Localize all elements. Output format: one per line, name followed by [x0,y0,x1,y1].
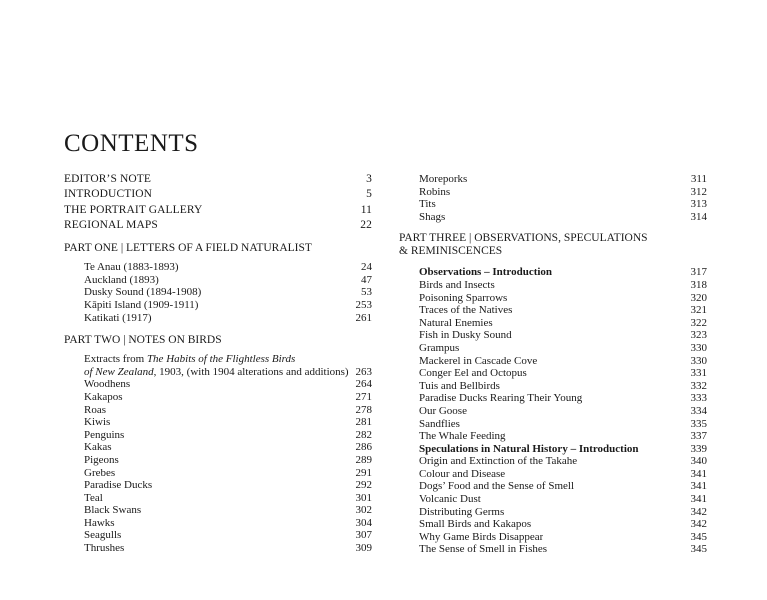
toc-entry-label: Shags [419,210,446,223]
toc-entry-page: 340 [690,455,707,468]
toc-right-column [399,173,707,556]
part-two-list [64,378,372,554]
toc-entry-label: Birds and Insects [419,278,495,291]
toc-entry[interactable] [399,506,707,519]
toc-entry-page: 307 [355,529,372,542]
toc-entry[interactable] [399,493,707,506]
toc-entry-label: Robins [419,185,451,198]
toc-entry-label: Tuis and Bellbirds [419,379,500,392]
toc-entry[interactable] [399,392,707,405]
toc-entry-label: Distributing Germs [419,505,505,518]
toc-entry[interactable] [399,430,707,443]
toc-entry[interactable] [64,492,372,505]
toc-entry-label: Our Goose [419,404,467,417]
toc-entry-label: Moreporks [419,173,468,185]
toc-entry-label: Origin and Extinction of the Takahe [419,455,578,468]
toc-entry[interactable] [399,317,707,330]
toc-entry-page: 335 [690,417,707,430]
toc-entry-label: Kakas [84,441,112,454]
toc-entry[interactable] [399,367,707,380]
toc-entry[interactable] [64,441,372,454]
toc-entry[interactable] [64,517,372,530]
toc-entry-page: 286 [355,441,372,454]
toc-entry-label: Conger Eel and Octopus [419,367,527,380]
toc-entry[interactable] [399,405,707,418]
part-one-heading[interactable]: PART ONE | LETTERS OF A FIELD NATURALIST [64,242,312,255]
toc-entry-page: 342 [690,518,707,531]
toc-entry[interactable] [64,542,372,555]
extract-title-part1: The Habits of the Flightless Birds [146,353,296,366]
toc-entry[interactable] [399,480,707,493]
toc-entry[interactable] [64,286,372,299]
toc-entry-label: Kakapos [84,390,123,403]
toc-entry-page: 309 [355,542,372,555]
toc-entry-label: Mackerel in Cascade Cove [419,354,538,367]
toc-entry[interactable] [64,312,372,325]
toc-entry[interactable] [64,299,372,312]
toc-entry-label: Thrushes [84,542,125,555]
toc-entry[interactable] [399,380,707,393]
toc-entry[interactable] [399,279,707,292]
toc-entry-label: Fish in Dusky Sound [419,329,512,342]
extract-title-part2: of New Zealand [84,365,154,378]
toc-entry-page: 5 [366,188,372,201]
toc-entry-portrait-gallery[interactable] [64,203,372,218]
toc-entry-page: 341 [690,480,707,493]
toc-entry[interactable] [399,342,707,355]
toc-entry-label: Penguins [84,428,125,441]
toc-entry-label: Why Game Birds Disappear [419,530,544,543]
toc-entry-label: INTRODUCTION [64,188,153,201]
toc-entry[interactable] [399,186,707,199]
part-one-list [64,261,372,324]
toc-entry-page: 53 [361,286,372,299]
toc-entry[interactable] [399,329,707,342]
toc-entry-label: Black Swans [84,504,142,517]
toc-entry-label: Dusky Sound (1894-1908) [84,286,202,299]
toc-entry-label: The Sense of Smell in Fishes [419,543,548,556]
toc-entry-label: Sandflies [419,417,460,430]
toc-entry-page: 330 [690,341,707,354]
page-title: CONTENTS [64,130,199,157]
toc-entry-label: Tits [419,198,436,211]
toc-entry-page: 289 [355,453,372,466]
part-three-heading[interactable] [399,232,707,258]
toc-entry[interactable] [399,304,707,317]
toc-entry-page: 11 [360,203,372,216]
toc-entry-page: 253 [355,298,372,311]
toc-entry-page: 302 [355,504,372,517]
toc-entry-page: 317 [690,266,707,279]
toc-entry-page: 330 [690,354,707,367]
toc-entry-label: Grampus [419,341,460,354]
toc-entry-label: Woodhens [84,378,131,391]
toc-entry-regional-maps[interactable] [64,218,372,233]
toc-entry-label: Paradise Ducks Rearing Their Young [419,392,583,405]
toc-entry[interactable] [64,467,372,480]
toc-entry-page: 3 [366,173,372,185]
toc-entry-page: 342 [690,505,707,518]
toc-entry-label: REGIONAL MAPS [64,218,158,231]
toc-entry-page: 304 [355,516,372,529]
toc-entry-extract-line2[interactable] [64,366,372,379]
toc-entry-page: 47 [361,273,372,286]
toc-entry-label: Small Birds and Kakapos [419,518,532,531]
extract-suffix: , 1903, (with 1904 alterations and additions) [153,365,349,378]
toc-entry-page: 318 [690,278,707,291]
toc-entry[interactable] [399,518,707,531]
toc-entry-page: 320 [690,291,707,304]
extract-prefix: Extracts from [84,353,147,366]
toc-entry-label: The Whale Feeding [419,430,506,443]
toc-entry-page: 271 [355,390,372,403]
toc-entry-page: 24 [361,261,372,274]
toc-entry-label: Speculations in Natural History – Introduction [419,442,639,455]
toc-entry-label: Roas [84,403,106,416]
part-three-heading-line2: & REMINISCENCES [399,245,503,258]
toc-entry-label: Auckland (1893) [84,273,159,286]
toc-entry[interactable] [64,504,372,517]
toc-entry-page: 281 [355,416,372,429]
toc-entry-label: Te Anau (1883-1893) [84,261,179,274]
toc-entry-page: 339 [690,442,707,455]
toc-entry-label: Katikati (1917) [84,311,152,324]
toc-entry[interactable] [399,468,707,481]
toc-entry-label: Hawks [84,516,115,529]
toc-entry-page: 314 [690,210,707,223]
speculations-heading[interactable] [399,443,707,456]
toc-entry-page: 337 [690,430,707,443]
toc-entry[interactable] [64,261,372,274]
toc-entry[interactable] [64,274,372,287]
toc-entry-page: 323 [690,329,707,342]
toc-entry[interactable] [399,455,707,468]
toc-entry-page: 282 [355,428,372,441]
toc-entry[interactable] [64,378,372,391]
toc-entry-label: Teal [84,491,103,504]
toc-entry-label: Dogs’ Food and the Sense of Smell [419,480,575,493]
toc-entry-label: Seagulls [84,529,122,542]
toc-entry-page: 321 [690,304,707,317]
toc-entry[interactable] [399,292,707,305]
toc-entry[interactable] [399,211,707,224]
toc-entry-label: Colour and Disease [419,467,506,480]
speculations-list [399,455,707,556]
toc-entry-label: EDITOR’S NOTE [64,173,152,185]
toc-entry-page: 264 [355,378,372,391]
toc-entry-label: Paradise Ducks [84,479,153,492]
toc-entry-label: Traces of the Natives [419,304,513,317]
toc-entry[interactable] [64,454,372,467]
toc-entry-label: Natural Enemies [419,316,493,329]
toc-entry[interactable] [399,531,707,544]
toc-entry-page: 334 [690,404,707,417]
part-two-continued-list [399,173,707,223]
toc-entry-page: 332 [690,379,707,392]
part-two-heading[interactable]: PART TWO | NOTES ON BIRDS [64,334,222,347]
toc-entry-page: 345 [690,530,707,543]
toc-entry-page: 312 [690,185,707,198]
toc-entry[interactable] [64,529,372,542]
toc-entry[interactable] [399,543,707,556]
toc-entry-page: 313 [690,198,707,211]
toc-entry[interactable] [64,391,372,404]
toc-entry[interactable] [399,198,707,211]
toc-entry-page: 322 [690,316,707,329]
toc-entry[interactable] [64,404,372,417]
toc-entry-page: 331 [690,367,707,380]
toc-entry-page: 333 [690,392,707,405]
toc-entry-page: 261 [355,311,372,324]
toc-entry[interactable] [399,418,707,431]
toc-left-column [64,172,372,555]
toc-entry-label: Kiwis [84,416,111,429]
toc-entry-introduction[interactable] [64,187,372,202]
toc-entry[interactable] [399,355,707,368]
toc-entry-label: THE PORTRAIT GALLERY [64,203,203,216]
toc-entry-page: 301 [355,491,372,504]
toc-entry-label: Pigeons [84,453,119,466]
toc-entry-label: Poisoning Sparrows [419,291,508,304]
toc-entry[interactable] [399,173,707,186]
toc-entry-page: 341 [690,467,707,480]
toc-entry-page: 291 [355,466,372,479]
toc-entry[interactable] [64,479,372,492]
toc-entry-label: Volcanic Dust [419,493,481,506]
toc-entry-label: Grebes [84,466,116,479]
toc-entry-page: 278 [355,403,372,416]
toc-entry-page: 341 [690,493,707,506]
observations-list [399,279,707,443]
toc-entry-page: 345 [690,543,707,556]
toc-entry-extract-line1[interactable] [64,353,372,366]
toc-entry-page: 292 [355,479,372,492]
toc-entry-page: 22 [360,218,372,231]
toc-entry[interactable] [64,416,372,429]
toc-entry-page: 311 [690,173,707,185]
toc-entry[interactable] [64,429,372,442]
toc-entry-page: 263 [355,365,372,378]
part-three-heading-line1: PART THREE | OBSERVATIONS, SPECULATIONS [399,232,648,245]
toc-entry-label: Kāpiti Island (1909-1911) [84,298,199,311]
observations-heading[interactable] [399,266,707,279]
toc-entry-editors-note[interactable] [64,172,372,187]
toc-entry-label: Observations – Introduction [419,266,553,279]
